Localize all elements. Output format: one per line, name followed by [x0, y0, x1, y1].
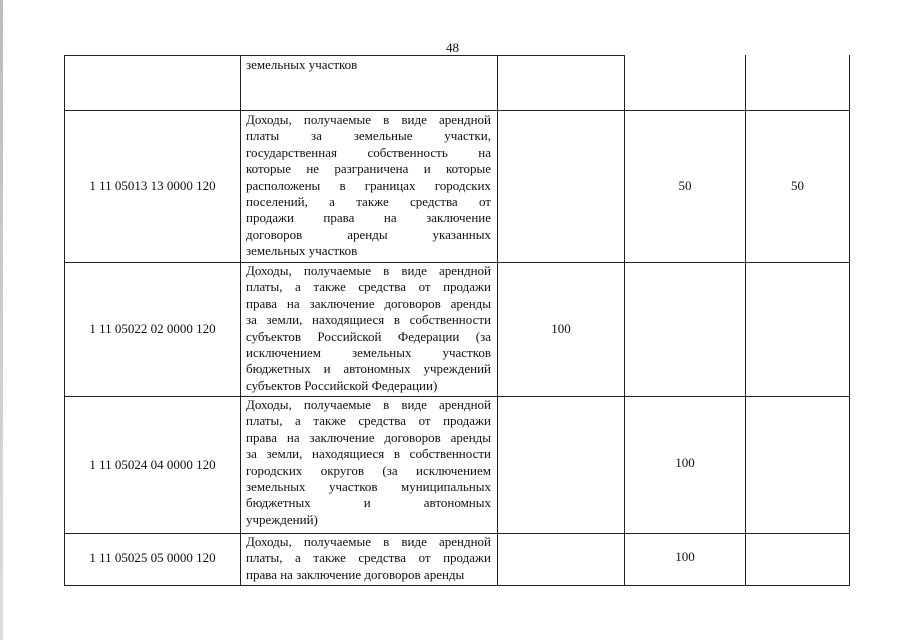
- description-line: которые не разграничена и которые: [246, 161, 491, 177]
- description-line: Доходы, получаемые в виде арендной: [246, 263, 491, 278]
- table-row-4-description: [246, 534, 491, 583]
- table-row-2-description: [246, 263, 491, 394]
- table-row-1-value-col4: 50: [678, 178, 692, 193]
- description-line: за земли, находящиеся в собственности: [246, 312, 491, 328]
- description-line: исключением земельных участков: [246, 345, 491, 361]
- table-row-1-value-col5: 50: [791, 178, 804, 193]
- description-line: Доходы, получаемые в виде арендной: [246, 397, 491, 412]
- description-line: платы, а также средства от продажи: [246, 279, 491, 295]
- description-line: субъектов Российской Федерации): [246, 377, 438, 393]
- description-line: поселений, а также средства от: [246, 194, 491, 210]
- description-line: городских округов (за исключением: [246, 462, 491, 478]
- row-border-top: [64, 55, 625, 56]
- table-row-3-description: [246, 397, 491, 528]
- description-line: права на заключение договоров аренды: [246, 429, 491, 445]
- description-line: продажи права на заключение: [246, 210, 491, 226]
- description-line: земельных участков муниципальных: [246, 479, 491, 495]
- description-line: субъектов Российской Федерации (за: [246, 328, 491, 344]
- table-row-3-value-col4: 100: [675, 455, 695, 470]
- table-row-4-code: 1 11 05025 05 0000 120: [89, 550, 216, 565]
- table-row-0-description: [246, 57, 491, 73]
- description-line: права на заключение договоров аренды: [246, 295, 491, 311]
- table-row-2-code: 1 11 05022 02 0000 120: [89, 321, 216, 336]
- description-line: Доходы, получаемые в виде арендной: [246, 534, 491, 549]
- table-divider-col3: [624, 55, 625, 586]
- table-row-4-value-col4: 100: [675, 549, 695, 564]
- description-line: платы, а также средства от продажи: [246, 413, 491, 429]
- budget-revenue-table: [64, 55, 851, 586]
- table-row-2-value-col3: 100: [551, 321, 571, 336]
- description-line: расположены в границах городских: [246, 177, 491, 193]
- scan-edge-mark: [0, 0, 3, 640]
- row-border-1: [64, 110, 850, 111]
- description-line: Доходы, получаемые в виде арендной: [246, 112, 491, 127]
- description-line: платы за земельные участки,: [246, 128, 491, 144]
- page-number: 48: [446, 40, 459, 55]
- description-line: бюджетных и автономных учреждений: [246, 361, 491, 377]
- description-line: государственная собственность на: [246, 144, 491, 160]
- description-line: бюджетных и автономных: [246, 495, 491, 511]
- row-border-bottom: [64, 585, 850, 586]
- description-line: земельных участков: [246, 57, 358, 72]
- table-row-1-code: 1 11 05013 13 0000 120: [89, 178, 216, 193]
- table-divider-col4: [745, 55, 746, 586]
- description-line: за земли, находящиеся в собственности: [246, 446, 491, 462]
- table-border-right: [849, 55, 850, 586]
- description-line: учреждений): [246, 511, 318, 527]
- description-line: договоров аренды указанных: [246, 226, 491, 242]
- table-row-1-description: [246, 112, 491, 260]
- table-row-3-code: 1 11 05024 04 0000 120: [89, 457, 216, 472]
- description-line: земельных участков: [246, 243, 358, 259]
- description-line: платы, а также средства от продажи: [246, 550, 491, 566]
- description-line: права на заключение договоров аренды: [246, 566, 465, 582]
- table-divider-code: [240, 55, 241, 586]
